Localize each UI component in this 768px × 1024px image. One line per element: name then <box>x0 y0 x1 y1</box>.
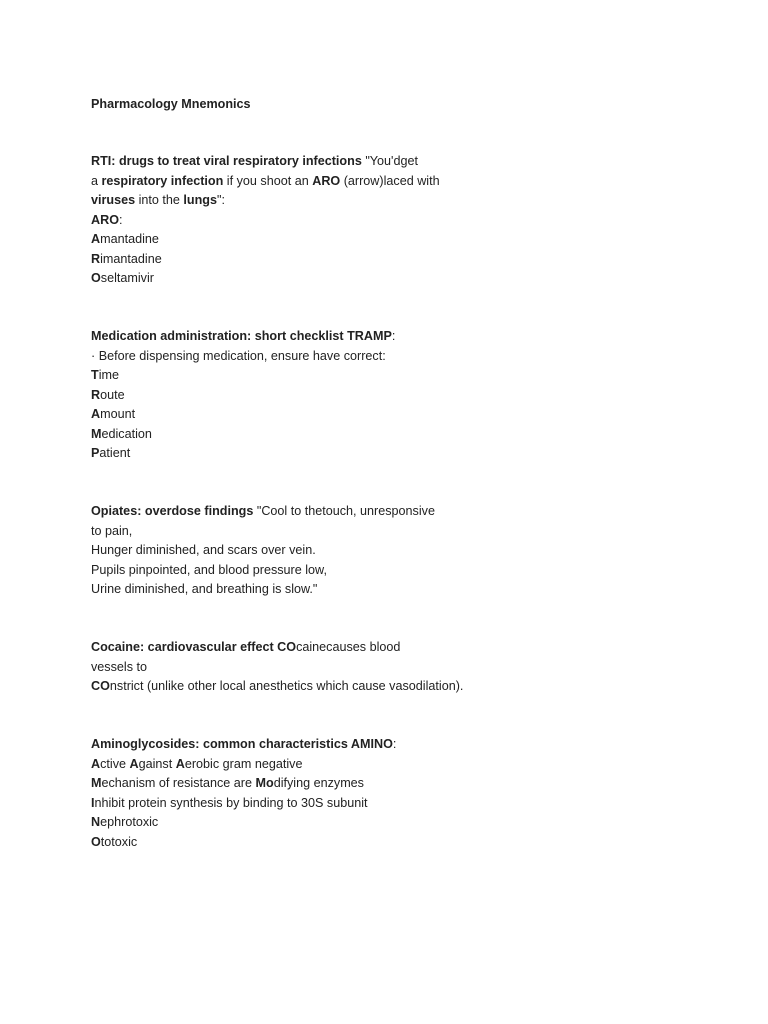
text-segment: ime <box>98 368 119 382</box>
text-line <box>91 638 731 658</box>
text-line <box>91 230 731 250</box>
text-segment: Urine diminished, and breathing is slow." <box>91 582 318 596</box>
text-segment: ctive <box>100 756 130 771</box>
section-aminoglycosides <box>91 735 731 852</box>
text-segment: : <box>391 329 396 343</box>
text-line <box>91 658 731 678</box>
text-line <box>91 327 731 347</box>
text-line <box>91 502 731 522</box>
section-opiates <box>91 502 731 600</box>
text-segment: imantadine <box>100 251 162 266</box>
bold-text: R <box>91 387 101 402</box>
bold-text: I <box>91 795 95 810</box>
text-segment: nstrict (unlike other local anesthetics which cause vasodilation). <box>109 679 464 693</box>
text-segment: difying enzymes <box>273 776 364 790</box>
bold-text: N <box>91 815 101 829</box>
text-line <box>91 386 731 406</box>
text-line <box>91 347 731 367</box>
text-line <box>91 580 731 600</box>
text-segment: ephrotoxic <box>100 815 159 829</box>
text-segment: nhibit protein synthesis by binding to 30S subunit <box>94 795 368 810</box>
text-segment: · Before dispensing medication, ensure have correct: <box>91 348 386 363</box>
bold-text: O <box>91 271 101 285</box>
text-line <box>91 366 731 386</box>
section-tramp <box>91 327 731 464</box>
text-line <box>91 191 731 211</box>
text-segment: mantadine <box>100 232 159 246</box>
text-line <box>91 735 731 755</box>
text-line <box>91 269 731 289</box>
bold-text: respiratory infection <box>101 173 224 188</box>
bold-text: A <box>91 756 101 771</box>
section-cocaine <box>91 638 731 697</box>
bold-text: R <box>91 251 101 266</box>
text-segment: ": <box>217 193 225 207</box>
text-line <box>91 211 731 231</box>
text-line <box>91 833 731 853</box>
bold-text: lungs <box>183 193 218 207</box>
bold-text: T <box>91 368 99 382</box>
text-segment: a <box>91 173 102 188</box>
text-segment: "Cool to thetouch, unresponsive <box>253 504 435 518</box>
text-segment: if you shoot an <box>223 173 313 188</box>
bold-text: M <box>91 426 102 441</box>
bold-text: ARO <box>91 212 119 227</box>
text-segment: atient <box>99 446 131 460</box>
text-segment: mount <box>100 407 136 421</box>
text-segment: : <box>392 737 397 751</box>
page-title: Pharmacology Mnemonics <box>91 97 251 111</box>
text-line <box>91 813 731 833</box>
text-segment: echanism of resistance are <box>101 776 256 790</box>
text-segment: into the <box>135 193 184 207</box>
bold-text: A <box>91 232 101 246</box>
text-segment: oute <box>100 387 125 402</box>
bold-text: O <box>91 834 101 849</box>
bold-text: A <box>91 407 101 421</box>
text-segment: totoxic <box>100 834 138 849</box>
text-segment: seltamivir <box>100 271 154 285</box>
text-segment: gainst <box>138 756 176 771</box>
bold-text: ARO <box>312 173 341 188</box>
bold-text: Opiates: overdose findings <box>91 504 254 518</box>
text-line <box>91 425 731 445</box>
text-segment: vessels to <box>91 659 147 674</box>
text-line <box>91 794 731 814</box>
text-line <box>91 755 731 775</box>
text-line <box>91 172 731 192</box>
text-segment: : <box>119 212 123 227</box>
section-rti <box>91 152 731 289</box>
bold-text: A <box>129 756 139 771</box>
bold-text: M <box>91 776 102 790</box>
text-line <box>91 444 731 464</box>
text-segment: cainecauses blood <box>296 640 401 654</box>
text-line <box>91 541 731 561</box>
bold-text: viruses <box>91 193 136 207</box>
bold-text: P <box>91 446 100 460</box>
text-line <box>91 152 731 172</box>
text-line <box>91 250 731 270</box>
bold-text: CO <box>91 679 110 693</box>
text-segment: Pupils pinpointed, and blood pressure low, <box>91 562 327 577</box>
text-line <box>91 677 731 697</box>
text-line <box>91 561 731 581</box>
text-line <box>91 774 731 794</box>
text-segment: Hunger diminished, and scars over vein. <box>91 543 316 557</box>
bold-text: Medication administration: short checklist TRAMP <box>91 329 392 343</box>
text-segment: (arrow)laced with <box>340 173 440 188</box>
text-line <box>91 405 731 425</box>
bold-text: Mo <box>255 776 274 790</box>
bold-text: Aminoglycosides: common characteristics AMINO <box>91 737 393 751</box>
text-segment: "You'dget <box>361 154 418 168</box>
bold-text: RTI: drugs to treat viral respiratory infections <box>91 154 362 168</box>
text-segment: edication <box>101 426 152 441</box>
text-line <box>91 522 731 542</box>
text-segment: erobic gram negative <box>184 756 303 771</box>
bold-text: Cocaine: cardiovascular effect CO <box>91 640 297 654</box>
text-segment: to pain, <box>91 523 133 538</box>
bold-text: A <box>175 756 185 771</box>
